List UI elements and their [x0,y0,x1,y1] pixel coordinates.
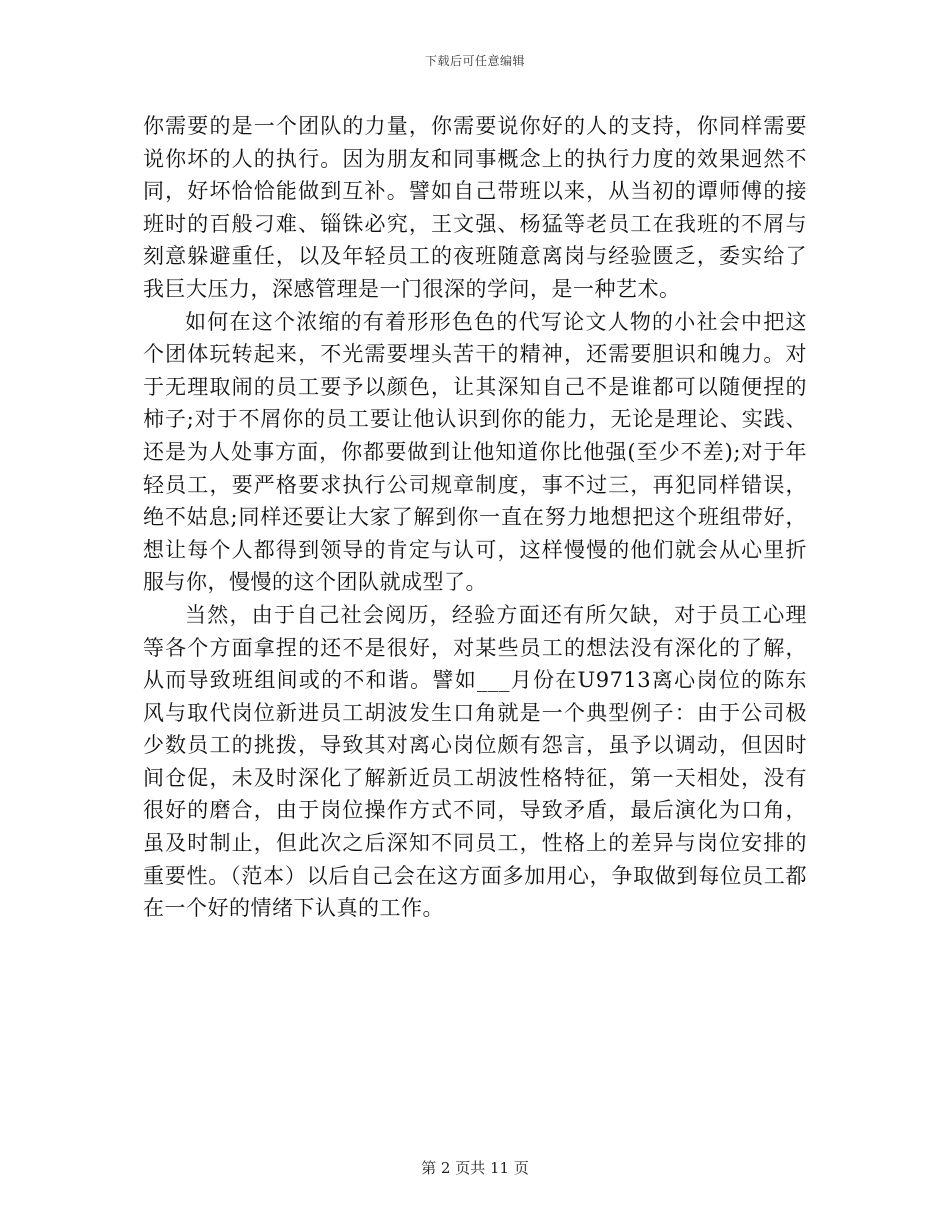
paragraph-2: 如何在这个浓缩的有着形形色色的代写论文人物的小社会中把这个团体玩转起来，不光需要埋头苦干的精神，还需要胆识和魄力。对于无理取闹的员工要予以颜色，让其深知自己不是谁都可以随便捏的柿子;对于不屑你的员工要让他认识到你的能力，无论是理论、实践、还是为人处事方面，你都要做到让他知道你比他强(至少不差);对于年轻员工，要严格要求执行公司规章制度，事不过三，再犯同样错误，绝不姑息;同样还要让大家了解到你一直在努力地想把这个班组带好，想让每个人都得到领导的肯定与认可，这样慢慢的他们就会从心里折服与你，慢慢的这个团队就成型了。 [143,309,807,595]
page-footer: 第 2 页共 11 页 [421,1159,529,1177]
paragraph-1: 你需要的是一个团队的力量，你需要说你好的人的支持，你同样需要说你坏的人的执行。因为朋友和同事概念上的执行力度的效果迥然不同，好坏恰恰能做到互补。譬如自己带班以来，从当初的谭师傅的接班时的百般刁难、锱铢必究，王文强、杨猛等老员工在我班的不屑与刻意躲避重任，以及年轻员工的夜班随意离岗与经验匮乏，委实给了我巨大压力，深感管理是一门很深的学问，是一种艺术。 [143,114,807,301]
page-header: 下载后可任意编辑 [424,54,525,68]
page-body [143,110,807,925]
paragraph-3: 当然，由于自己社会阅历，经验方面还有所欠缺，对于员工心理等各个方面拿捏的还不是很好，对某些员工的想法没有深化的了解，从而导致班组间或的不和谐。譬如___月份在U9713离心岗位的陈东风与取代岗位新进员工胡波发生口角就是一个典型例子：由于公司极少数员工的挑拨，导致其对离心岗位颇有怨言，虽予以调动，但因时间仓促，未及时深化了解新近员工胡波性格特征，第一天相处，没有很好的磨合，由于岗位操作方式不同，导致矛盾，最后演化为口角，虽及时制止，但此次之后深知不同员工，性格上的差异与岗位安排的重要性。（范本）以后自己会在这方面多加用心，争取做到每位员工都在一个好的情绪下认真的工作。 [143,602,807,921]
